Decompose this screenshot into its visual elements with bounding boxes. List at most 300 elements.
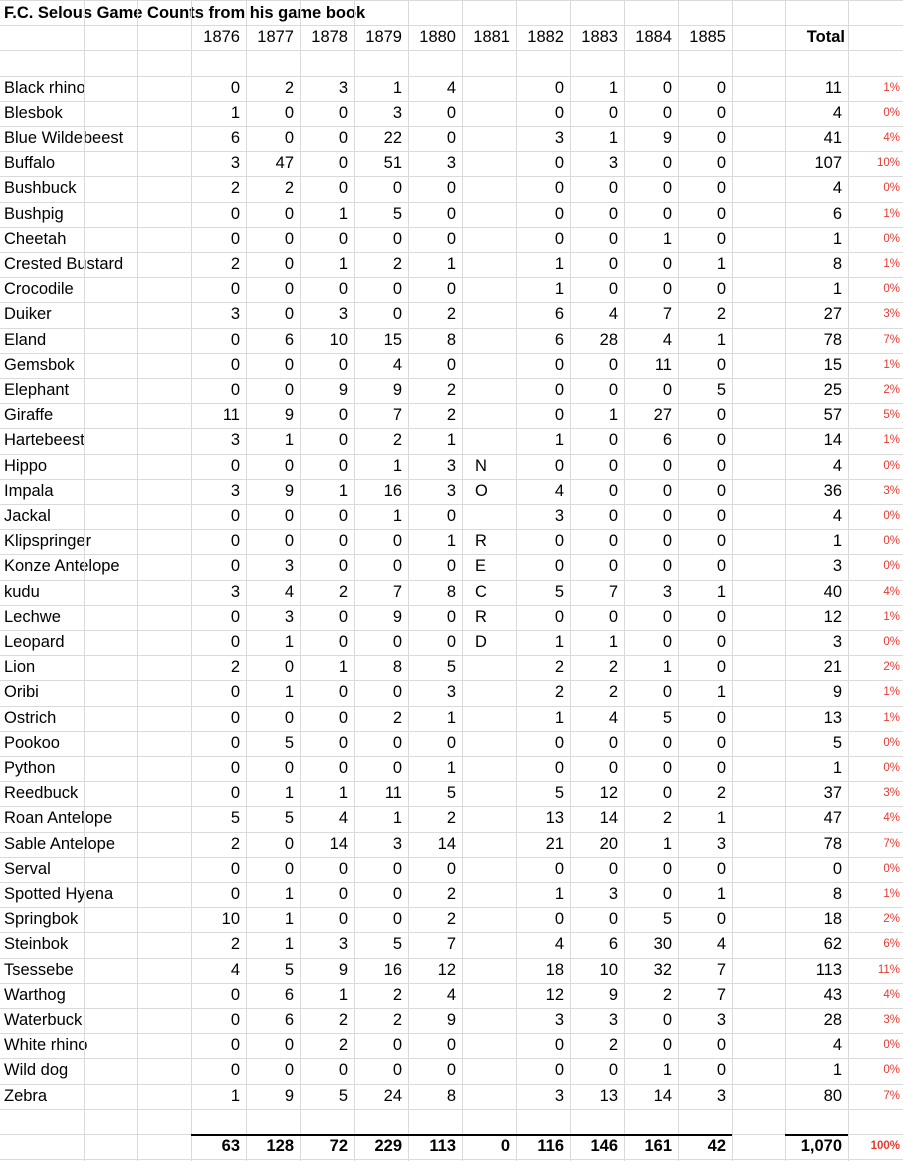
count-cell[interactable]: 0 xyxy=(284,507,294,525)
count-cell[interactable]: 0 xyxy=(338,759,348,777)
species-percent[interactable]: 1% xyxy=(883,434,900,447)
count-cell[interactable]: 0 xyxy=(392,733,402,752)
species-percent[interactable]: 0% xyxy=(883,862,900,875)
no-record-letter[interactable] xyxy=(462,932,516,957)
count-cell[interactable]: 0 xyxy=(662,103,672,122)
count-cell[interactable]: 0 xyxy=(446,129,456,147)
count-cell[interactable]: 11 xyxy=(222,406,240,425)
count-cell[interactable]: 2 xyxy=(230,935,240,954)
no-record-letter[interactable] xyxy=(462,832,516,857)
species-total[interactable]: 18 xyxy=(823,910,842,929)
year-total[interactable]: 128 xyxy=(266,1137,294,1155)
count-cell[interactable]: 1 xyxy=(446,431,456,450)
count-cell[interactable]: 0 xyxy=(284,859,294,878)
count-cell[interactable]: 0 xyxy=(662,683,672,702)
count-cell[interactable]: 0 xyxy=(608,481,618,500)
count-cell[interactable]: 0 xyxy=(716,733,726,752)
count-cell[interactable]: 0 xyxy=(338,633,348,651)
species-percent[interactable]: 0% xyxy=(883,636,900,648)
count-cell[interactable]: 5 xyxy=(284,733,294,752)
species-name[interactable]: Hartebeest xyxy=(4,431,85,450)
count-cell[interactable]: 0 xyxy=(446,733,456,752)
count-cell[interactable]: 3 xyxy=(608,1011,618,1029)
no-record-letter[interactable] xyxy=(462,76,516,101)
count-cell[interactable]: 2 xyxy=(662,985,672,1004)
count-cell[interactable]: 2 xyxy=(230,179,240,198)
species-total[interactable]: 21 xyxy=(823,658,842,677)
no-record-letter[interactable] xyxy=(462,806,516,831)
count-cell[interactable]: 2 xyxy=(338,1036,348,1055)
count-cell[interactable]: 0 xyxy=(554,204,564,223)
count-cell[interactable]: 1 xyxy=(230,103,240,122)
count-cell[interactable]: 2 xyxy=(608,1036,618,1055)
count-cell[interactable]: 0 xyxy=(392,859,402,878)
count-cell[interactable]: 0 xyxy=(230,507,240,525)
species-percent[interactable]: 7% xyxy=(883,1089,900,1102)
year-total[interactable]: 116 xyxy=(537,1137,564,1155)
count-cell[interactable]: 5 xyxy=(716,381,726,399)
count-cell[interactable]: 14 xyxy=(653,1086,672,1105)
count-cell[interactable]: 0 xyxy=(662,280,672,299)
species-total[interactable]: 80 xyxy=(823,1086,842,1105)
species-percent[interactable]: 1% xyxy=(883,686,900,699)
count-cell[interactable]: 0 xyxy=(338,355,348,374)
count-cell[interactable]: 0 xyxy=(338,179,348,198)
year-total[interactable]: 161 xyxy=(644,1137,672,1155)
count-cell[interactable]: 0 xyxy=(662,607,672,626)
count-cell[interactable]: 0 xyxy=(284,229,294,248)
count-cell[interactable]: 18 xyxy=(545,960,564,979)
count-cell[interactable]: 0 xyxy=(608,229,618,248)
count-cell[interactable]: 1 xyxy=(392,507,402,525)
count-cell[interactable]: 4 xyxy=(446,78,456,97)
count-cell[interactable]: 0 xyxy=(662,255,672,273)
species-name[interactable]: Zebra xyxy=(4,1086,48,1105)
species-percent[interactable]: 7% xyxy=(883,333,900,346)
count-cell[interactable]: 0 xyxy=(608,103,618,122)
count-cell[interactable]: 1 xyxy=(662,229,672,248)
count-cell[interactable]: 6 xyxy=(284,985,294,1004)
count-cell[interactable]: 2 xyxy=(608,683,618,702)
count-cell[interactable]: 8 xyxy=(446,330,456,349)
count-cell[interactable]: 1 xyxy=(392,78,402,97)
count-cell[interactable]: 12 xyxy=(437,960,456,979)
count-cell[interactable]: 5 xyxy=(230,809,240,828)
species-name[interactable]: Leopard xyxy=(4,633,65,651)
count-cell[interactable]: 0 xyxy=(338,456,348,475)
count-cell[interactable]: 0 xyxy=(716,129,726,147)
count-cell[interactable]: 10 xyxy=(329,330,348,349)
species-total[interactable]: 40 xyxy=(823,582,842,601)
species-name[interactable]: Springbok xyxy=(4,910,79,929)
count-cell[interactable]: 9 xyxy=(392,381,402,399)
count-cell[interactable]: 0 xyxy=(554,456,564,475)
count-cell[interactable]: 9 xyxy=(284,406,294,425)
species-name[interactable]: Lechwe xyxy=(4,607,61,626)
count-cell[interactable]: 5 xyxy=(446,658,456,677)
no-record-letter[interactable]: C xyxy=(475,582,487,601)
count-cell[interactable]: 0 xyxy=(230,78,240,97)
year-header-1880[interactable]: 1880 xyxy=(419,28,456,47)
species-total[interactable]: 78 xyxy=(823,330,842,349)
count-cell[interactable]: 1 xyxy=(284,633,294,651)
count-cell[interactable]: 16 xyxy=(383,481,402,500)
count-cell[interactable]: 3 xyxy=(446,154,456,173)
species-total[interactable]: 4 xyxy=(832,179,842,198)
no-record-letter[interactable] xyxy=(462,176,516,201)
count-cell[interactable]: 1 xyxy=(716,885,726,903)
species-name[interactable]: Roan Antelope xyxy=(4,809,113,828)
count-cell[interactable]: 0 xyxy=(662,179,672,198)
species-total[interactable]: 0 xyxy=(832,859,842,878)
count-cell[interactable]: 0 xyxy=(662,759,672,777)
count-cell[interactable]: 0 xyxy=(230,885,240,903)
count-cell[interactable]: 3 xyxy=(230,582,240,601)
count-cell[interactable]: 0 xyxy=(230,532,240,551)
count-cell[interactable]: 6 xyxy=(662,431,672,450)
count-cell[interactable]: 0 xyxy=(446,1036,456,1055)
species-percent[interactable]: 0% xyxy=(883,510,900,522)
count-cell[interactable]: 0 xyxy=(392,885,402,903)
count-cell[interactable]: 0 xyxy=(608,859,618,878)
species-percent[interactable]: 4% xyxy=(883,132,900,144)
count-cell[interactable]: 1 xyxy=(554,708,564,727)
count-cell[interactable]: 3 xyxy=(662,582,672,601)
species-name[interactable]: Bushbuck xyxy=(4,179,77,198)
species-total[interactable]: 14 xyxy=(823,431,842,450)
count-cell[interactable]: 4 xyxy=(716,935,726,954)
count-cell[interactable]: 7 xyxy=(662,305,672,324)
count-cell[interactable]: 1 xyxy=(338,658,348,677)
count-cell[interactable]: 0 xyxy=(284,381,294,399)
count-cell[interactable]: 27 xyxy=(653,406,672,425)
year-header-1885[interactable]: 1885 xyxy=(689,28,726,47)
count-cell[interactable]: 0 xyxy=(608,204,618,223)
count-cell[interactable]: 0 xyxy=(392,910,402,929)
count-cell[interactable]: 4 xyxy=(608,305,618,324)
species-percent[interactable]: 1% xyxy=(883,258,900,270)
count-cell[interactable]: 0 xyxy=(554,78,564,97)
count-cell[interactable]: 13 xyxy=(599,1086,618,1105)
count-cell[interactable]: 0 xyxy=(662,1036,672,1055)
count-cell[interactable]: 1 xyxy=(716,255,726,273)
count-cell[interactable]: 1 xyxy=(554,885,564,903)
count-cell[interactable]: 0 xyxy=(608,733,618,752)
count-cell[interactable]: 11 xyxy=(654,355,672,374)
count-cell[interactable]: 0 xyxy=(662,859,672,878)
species-name[interactable]: Crocodile xyxy=(4,280,74,299)
count-cell[interactable]: 0 xyxy=(662,532,672,551)
count-cell[interactable]: 3 xyxy=(446,481,456,500)
count-cell[interactable]: 0 xyxy=(230,985,240,1004)
species-name[interactable]: Hippo xyxy=(4,456,48,475)
count-cell[interactable]: 14 xyxy=(437,834,456,853)
count-cell[interactable]: 0 xyxy=(554,406,564,425)
year-header-1883[interactable]: 1883 xyxy=(581,28,618,47)
count-cell[interactable]: 0 xyxy=(554,607,564,626)
count-cell[interactable]: 0 xyxy=(230,1061,240,1080)
count-cell[interactable]: 0 xyxy=(662,633,672,651)
count-cell[interactable]: 6 xyxy=(284,1011,294,1029)
no-record-letter[interactable]: O xyxy=(475,481,488,500)
count-cell[interactable]: 4 xyxy=(554,481,564,500)
count-cell[interactable]: 0 xyxy=(608,456,618,475)
species-percent[interactable]: 7% xyxy=(883,837,900,850)
count-cell[interactable]: 0 xyxy=(284,255,294,273)
count-cell[interactable]: 0 xyxy=(662,507,672,525)
count-cell[interactable]: 0 xyxy=(662,557,672,576)
count-cell[interactable]: 3 xyxy=(392,834,402,853)
species-name[interactable]: Bushpig xyxy=(4,204,64,223)
species-name[interactable]: Steinbok xyxy=(4,935,69,954)
count-cell[interactable]: 24 xyxy=(383,1086,402,1105)
count-cell[interactable]: 4 xyxy=(608,708,618,727)
count-cell[interactable]: 1 xyxy=(392,456,402,475)
count-cell[interactable]: 3 xyxy=(716,1086,726,1105)
count-cell[interactable]: 1 xyxy=(554,431,564,450)
no-record-letter[interactable]: E xyxy=(475,557,487,576)
count-cell[interactable]: 6 xyxy=(554,305,564,324)
no-record-letter[interactable] xyxy=(462,252,516,277)
no-record-letter[interactable] xyxy=(462,756,516,781)
count-cell[interactable]: 0 xyxy=(230,1036,240,1055)
count-cell[interactable]: 1 xyxy=(446,532,456,551)
species-percent[interactable]: 1% xyxy=(883,81,900,94)
count-cell[interactable]: 0 xyxy=(230,784,240,803)
species-name[interactable]: Impala xyxy=(4,481,54,500)
count-cell[interactable]: 0 xyxy=(230,859,240,878)
species-percent[interactable]: 0% xyxy=(883,762,900,774)
species-name[interactable]: Serval xyxy=(4,859,51,878)
count-cell[interactable]: 0 xyxy=(716,759,726,777)
species-total[interactable]: 47 xyxy=(823,809,842,828)
count-cell[interactable]: 9 xyxy=(338,960,348,979)
count-cell[interactable]: 7 xyxy=(716,985,726,1004)
species-total[interactable]: 4 xyxy=(832,456,842,475)
no-record-letter[interactable] xyxy=(462,731,516,756)
count-cell[interactable]: 0 xyxy=(662,204,672,223)
count-cell[interactable]: 8 xyxy=(392,658,402,677)
count-cell[interactable]: 0 xyxy=(230,456,240,475)
species-name[interactable]: Buffalo xyxy=(4,154,56,173)
no-record-letter[interactable] xyxy=(462,277,516,302)
count-cell[interactable]: 7 xyxy=(608,582,618,601)
count-cell[interactable]: 0 xyxy=(446,103,456,122)
count-cell[interactable]: 6 xyxy=(230,129,240,147)
species-percent[interactable]: 0% xyxy=(883,232,900,245)
count-cell[interactable]: 9 xyxy=(446,1011,456,1029)
no-record-letter[interactable] xyxy=(462,983,516,1008)
count-cell[interactable]: 3 xyxy=(608,885,618,903)
count-cell[interactable]: 5 xyxy=(446,784,456,803)
no-record-letter[interactable] xyxy=(462,907,516,932)
no-record-letter[interactable]: R xyxy=(475,607,487,626)
count-cell[interactable]: 0 xyxy=(446,859,456,878)
count-cell[interactable]: 7 xyxy=(392,582,402,601)
count-cell[interactable]: 2 xyxy=(392,1011,402,1029)
count-cell[interactable]: 22 xyxy=(383,129,402,147)
count-cell[interactable]: 0 xyxy=(392,633,402,651)
species-total[interactable]: 57 xyxy=(823,406,842,425)
count-cell[interactable]: 5 xyxy=(284,960,294,979)
species-name[interactable]: Blesbok xyxy=(4,103,63,122)
count-cell[interactable]: 14 xyxy=(599,809,618,828)
count-cell[interactable]: 0 xyxy=(284,355,294,374)
count-cell[interactable]: 1 xyxy=(284,784,294,803)
species-name[interactable]: Eland xyxy=(4,330,47,349)
count-cell[interactable]: 0 xyxy=(662,784,672,803)
count-cell[interactable]: 1 xyxy=(338,204,348,223)
count-cell[interactable]: 7 xyxy=(716,960,726,979)
count-cell[interactable]: 16 xyxy=(383,960,402,979)
count-cell[interactable]: 0 xyxy=(338,129,348,147)
count-cell[interactable]: 0 xyxy=(230,204,240,223)
species-total[interactable]: 107 xyxy=(814,154,842,173)
species-percent[interactable]: 0% xyxy=(883,182,900,195)
species-percent[interactable]: 1% xyxy=(883,610,900,623)
species-name[interactable]: Sable Antelope xyxy=(4,834,116,853)
count-cell[interactable]: 4 xyxy=(230,960,240,979)
count-cell[interactable]: 3 xyxy=(230,431,240,450)
count-cell[interactable]: 0 xyxy=(446,607,456,626)
count-cell[interactable]: 0 xyxy=(338,229,348,248)
count-cell[interactable]: 2 xyxy=(284,179,294,198)
count-cell[interactable]: 2 xyxy=(284,78,294,97)
species-total[interactable]: 5 xyxy=(832,733,842,752)
no-record-letter[interactable] xyxy=(462,151,516,176)
count-cell[interactable]: 0 xyxy=(230,330,240,349)
no-record-letter[interactable] xyxy=(462,403,516,428)
count-cell[interactable]: 0 xyxy=(662,1011,672,1029)
count-cell[interactable]: 0 xyxy=(338,532,348,551)
species-total[interactable]: 78 xyxy=(823,834,842,853)
count-cell[interactable]: 0 xyxy=(230,607,240,626)
year-total[interactable]: 0 xyxy=(500,1137,510,1155)
count-cell[interactable]: 0 xyxy=(716,179,726,198)
species-percent[interactable]: 2% xyxy=(883,913,900,926)
count-cell[interactable]: 2 xyxy=(392,708,402,727)
species-total[interactable]: 28 xyxy=(823,1011,842,1029)
count-cell[interactable]: 0 xyxy=(338,406,348,425)
total-header[interactable]: Total xyxy=(806,28,845,47)
count-cell[interactable]: 0 xyxy=(230,355,240,374)
count-cell[interactable]: 4 xyxy=(392,355,402,374)
count-cell[interactable]: 5 xyxy=(284,809,294,828)
count-cell[interactable]: 0 xyxy=(392,229,402,248)
no-record-letter[interactable] xyxy=(462,1084,516,1109)
no-record-letter[interactable] xyxy=(462,353,516,378)
count-cell[interactable]: 0 xyxy=(716,859,726,878)
species-name[interactable]: Reedbuck xyxy=(4,784,79,803)
count-cell[interactable]: 0 xyxy=(338,557,348,576)
species-name[interactable]: Konze Antelope xyxy=(4,557,120,576)
count-cell[interactable]: 0 xyxy=(338,1061,348,1080)
species-percent[interactable]: 0% xyxy=(883,106,900,119)
count-cell[interactable]: 0 xyxy=(230,759,240,777)
grand-total-percent[interactable]: 100% xyxy=(870,1140,900,1152)
count-cell[interactable]: 0 xyxy=(284,1061,294,1080)
count-cell[interactable]: 12 xyxy=(599,784,618,803)
count-cell[interactable]: 4 xyxy=(662,330,672,349)
count-cell[interactable]: 28 xyxy=(599,330,618,349)
count-cell[interactable]: 0 xyxy=(608,759,618,777)
count-cell[interactable]: 0 xyxy=(338,431,348,450)
count-cell[interactable]: 0 xyxy=(284,759,294,777)
no-record-letter[interactable]: D xyxy=(475,633,487,651)
count-cell[interactable]: 0 xyxy=(716,910,726,929)
count-cell[interactable]: 5 xyxy=(338,1086,348,1105)
count-cell[interactable]: 0 xyxy=(662,456,672,475)
no-record-letter[interactable] xyxy=(462,680,516,705)
count-cell[interactable]: 9 xyxy=(284,481,294,500)
count-cell[interactable]: 0 xyxy=(662,733,672,752)
no-record-letter[interactable]: R xyxy=(475,532,487,551)
count-cell[interactable]: 2 xyxy=(446,305,456,324)
count-cell[interactable]: 0 xyxy=(446,557,456,576)
count-cell[interactable]: 0 xyxy=(230,633,240,651)
count-cell[interactable]: 0 xyxy=(446,507,456,525)
species-name[interactable]: Cheetah xyxy=(4,229,67,248)
count-cell[interactable]: 0 xyxy=(230,683,240,702)
count-cell[interactable]: 3 xyxy=(338,935,348,954)
count-cell[interactable]: 1 xyxy=(716,809,726,828)
count-cell[interactable]: 5 xyxy=(662,910,672,929)
species-total[interactable]: 8 xyxy=(832,885,842,903)
count-cell[interactable]: 2 xyxy=(446,381,456,399)
count-cell[interactable]: 0 xyxy=(608,381,618,399)
count-cell[interactable]: 0 xyxy=(554,229,564,248)
count-cell[interactable]: 1 xyxy=(392,809,402,828)
count-cell[interactable]: 8 xyxy=(446,1086,456,1105)
species-percent[interactable]: 4% xyxy=(883,585,900,598)
count-cell[interactable]: 1 xyxy=(446,255,456,273)
no-record-letter[interactable] xyxy=(462,328,516,353)
species-percent[interactable]: 3% xyxy=(883,308,900,321)
count-cell[interactable]: 0 xyxy=(284,456,294,475)
species-name[interactable]: Jackal xyxy=(4,507,51,525)
species-total[interactable]: 8 xyxy=(832,255,842,273)
count-cell[interactable]: 1 xyxy=(338,784,348,803)
count-cell[interactable]: 5 xyxy=(392,935,402,954)
species-name[interactable]: Warthog xyxy=(4,985,66,1004)
species-name[interactable]: Waterbuck xyxy=(4,1011,83,1029)
no-record-letter[interactable] xyxy=(462,857,516,882)
no-record-letter[interactable]: N xyxy=(475,456,487,475)
count-cell[interactable]: 4 xyxy=(284,582,294,601)
count-cell[interactable]: 0 xyxy=(392,1061,402,1080)
year-header-1879[interactable]: 1879 xyxy=(365,28,402,47)
count-cell[interactable]: 0 xyxy=(716,78,726,97)
count-cell[interactable]: 0 xyxy=(662,78,672,97)
count-cell[interactable]: 3 xyxy=(554,1011,564,1029)
count-cell[interactable]: 0 xyxy=(392,532,402,551)
count-cell[interactable]: 0 xyxy=(554,733,564,752)
species-percent[interactable]: 1% xyxy=(883,711,900,724)
count-cell[interactable]: 0 xyxy=(392,759,402,777)
species-total[interactable]: 3 xyxy=(832,557,842,576)
count-cell[interactable]: 2 xyxy=(230,255,240,273)
count-cell[interactable]: 20 xyxy=(599,834,618,853)
species-total[interactable]: 1 xyxy=(832,532,842,551)
count-cell[interactable]: 2 xyxy=(392,985,402,1004)
count-cell[interactable]: 0 xyxy=(554,759,564,777)
count-cell[interactable]: 0 xyxy=(608,179,618,198)
count-cell[interactable]: 10 xyxy=(599,960,618,979)
species-name[interactable]: Crested Bustard xyxy=(4,255,124,273)
count-cell[interactable]: 3 xyxy=(716,834,726,853)
species-total[interactable]: 9 xyxy=(832,683,842,702)
count-cell[interactable]: 2 xyxy=(230,834,240,853)
